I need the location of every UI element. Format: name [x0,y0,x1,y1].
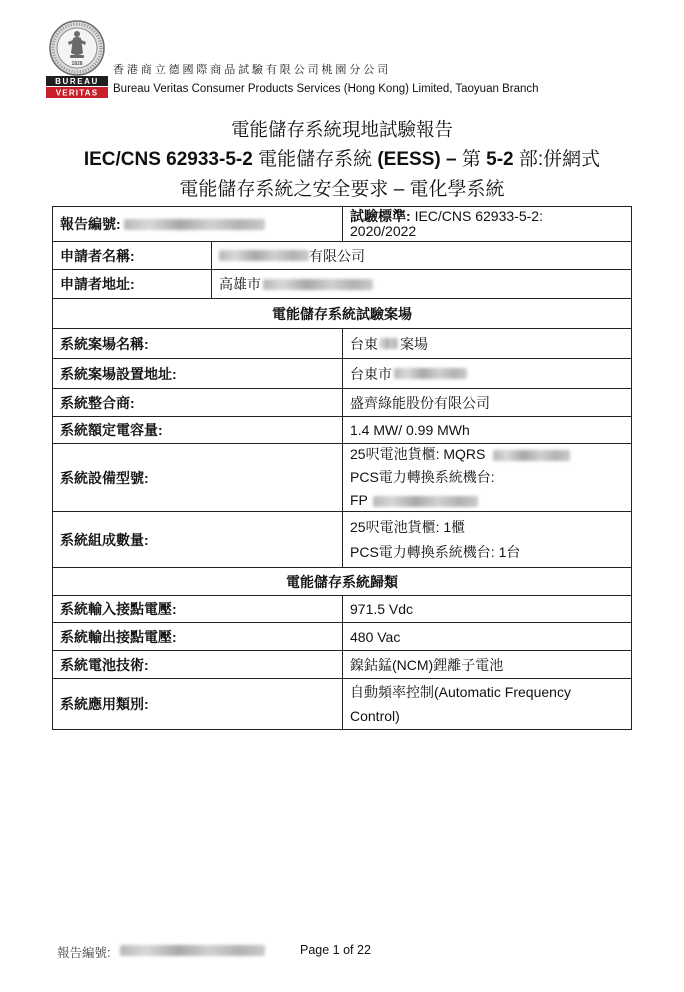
company-name-english: Bureau Veritas Consumer Products Services (Hong Kong) Limited, Taoyuan Branch [113,83,539,95]
application-category-value-cell [343,679,631,729]
output-voltage-label-cell [53,623,343,650]
site-name-prefix: 台東 [350,335,378,352]
integrator-value-cell [343,389,631,416]
redacted-applicant-name [219,250,309,261]
battery-container-quantity: 25呎電池貨櫃: 1櫃 [350,518,466,535]
battery-technology-value: 鎳鈷錳(NCM)鋰離子電池 [350,656,504,673]
quantity-label-cell [53,512,343,567]
logo-band-bottom-text: VERITAS [55,88,99,98]
redacted-report-number [124,219,265,230]
site-name-label-cell [53,329,343,358]
output-voltage-label: 系統輸出接點電壓: [60,628,177,645]
subtitle-segment: (EESS) – [377,149,457,170]
subtitle-segment: 第 [461,149,481,170]
footer-report-number-label: 報告編號: [57,946,111,960]
input-voltage-value-cell [343,596,631,622]
company-name-chinese: 香港商立德國際商品試驗有限公司桃園分公司 [113,64,391,76]
site-name-row [53,329,631,359]
applicant-address-row [53,270,631,299]
redacted-pcs-model [373,496,478,507]
output-voltage-value: 480 Vac [350,628,401,645]
equipment-model-label: 系統設備型號: [60,469,149,486]
site-address-value-cell [343,359,631,388]
subtitle-segment: 部:併網式 [518,149,601,170]
seal-year: 1828 [71,61,83,67]
applicant-name-value-cell [212,242,631,269]
site-name-suffix: 案場 [400,335,428,352]
report-title: 電能儲存系統現地試驗報告 [230,119,453,140]
applicant-name-suffix: 有限公司 [309,247,365,264]
battery-container-model: 25呎電池貨櫃: MQRS [350,446,486,462]
equipment-model-label-cell [53,444,343,511]
application-category-value: 自動頻率控制(Automatic Frequency Control) [350,684,571,724]
site-address-label-cell [53,359,343,388]
redacted-site-name [380,338,398,349]
classification-heading: 電能儲存系統歸類 [286,573,398,590]
page-number: Page 1 of 22 [300,943,371,957]
report-subtitle-line-2: 電能儲存系統之安全要求 – 電化學系統 [179,179,505,200]
report-subtitle-line-1 [0,149,684,171]
applicant-name-row [53,242,631,270]
battery-technology-label: 系統電池技術: [60,656,149,673]
rated-capacity-row [53,417,631,444]
site-section-heading: 電能儲存系統試驗案場 [272,305,412,322]
applicant-name-label: 申請者名稱: [60,247,135,264]
integrator-row [53,389,631,417]
equipment-model-row [53,444,631,512]
battery-container-model-line [350,443,570,466]
applicant-address-value-cell [212,270,631,298]
pcs-model-prefix: FP [350,492,368,508]
report-details-table [52,206,632,730]
rated-capacity-value-cell [343,417,631,443]
applicant-address-label: 申請者地址: [60,276,135,292]
rated-capacity-value: 1.4 MW/ 0.99 MWh [350,422,470,438]
redacted-battery-model [493,450,570,461]
site-address-prefix: 台東市 [350,365,392,382]
test-standard-label: 試驗標準: [350,208,411,224]
output-voltage-row [53,623,631,651]
application-category-label: 系統應用類別: [60,696,149,712]
pcs-model-label: PCS電力轉換系統機台: [350,469,495,485]
bureau-veritas-logo [46,20,108,98]
quantity-value-cell [343,512,631,567]
pcs-model-line [350,489,478,512]
redacted-footer-report-number [120,945,265,956]
report-number-label: 報告編號: [60,216,121,232]
input-voltage-label-cell [53,596,343,622]
subtitle-segment: 電能儲存系統 [258,149,373,170]
site-name-label: 系統案場名稱: [60,335,149,352]
standard-number: IEC/CNS 62933-5-2 [83,149,253,170]
integrator-value: 盛齊綠能股份有限公司 [350,394,490,411]
test-standard-value: IEC/CNS 62933-5-2: 2020/2022 [350,208,543,239]
test-standard-text [350,209,575,239]
applicant-name-label-cell [53,242,212,269]
site-section-heading-row [53,299,631,329]
rated-capacity-label-cell [53,417,343,443]
input-voltage-label: 系統輸入接點電壓: [60,601,177,617]
quantity-label: 系統組成數量: [60,531,149,548]
applicant-address-prefix: 高雄市 [219,276,261,292]
application-category-row [53,679,631,729]
integrator-label: 系統整合商: [60,394,135,411]
input-voltage-row [53,596,631,623]
classification-heading-row [53,568,631,596]
report-number-cell [53,207,343,241]
input-voltage-value: 971.5 Vdc [350,601,414,617]
application-category-label-cell [53,679,343,729]
integrator-label-cell [53,389,343,416]
output-voltage-value-cell [343,623,631,650]
site-address-row [53,359,631,389]
site-address-label: 系統案場設置地址: [60,365,177,382]
site-name-value-cell [343,329,631,358]
subtitle-segment: 5-2 [486,149,514,170]
quantity-row [53,512,631,568]
battery-technology-value-cell [343,651,631,678]
logo-band-top-text: BUREAU [55,77,99,87]
battery-technology-label-cell [53,651,343,678]
test-standard-cell [343,207,631,241]
rated-capacity-label: 系統額定電容量: [60,422,163,438]
equipment-model-value-cell [343,444,631,511]
report-number-row [53,207,631,242]
applicant-address-label-cell [53,270,212,298]
redacted-applicant-address [263,279,373,290]
redacted-site-address [394,368,467,379]
battery-technology-row [53,651,631,679]
pcs-quantity: PCS電力轉換系統機台: 1台 [350,543,521,560]
